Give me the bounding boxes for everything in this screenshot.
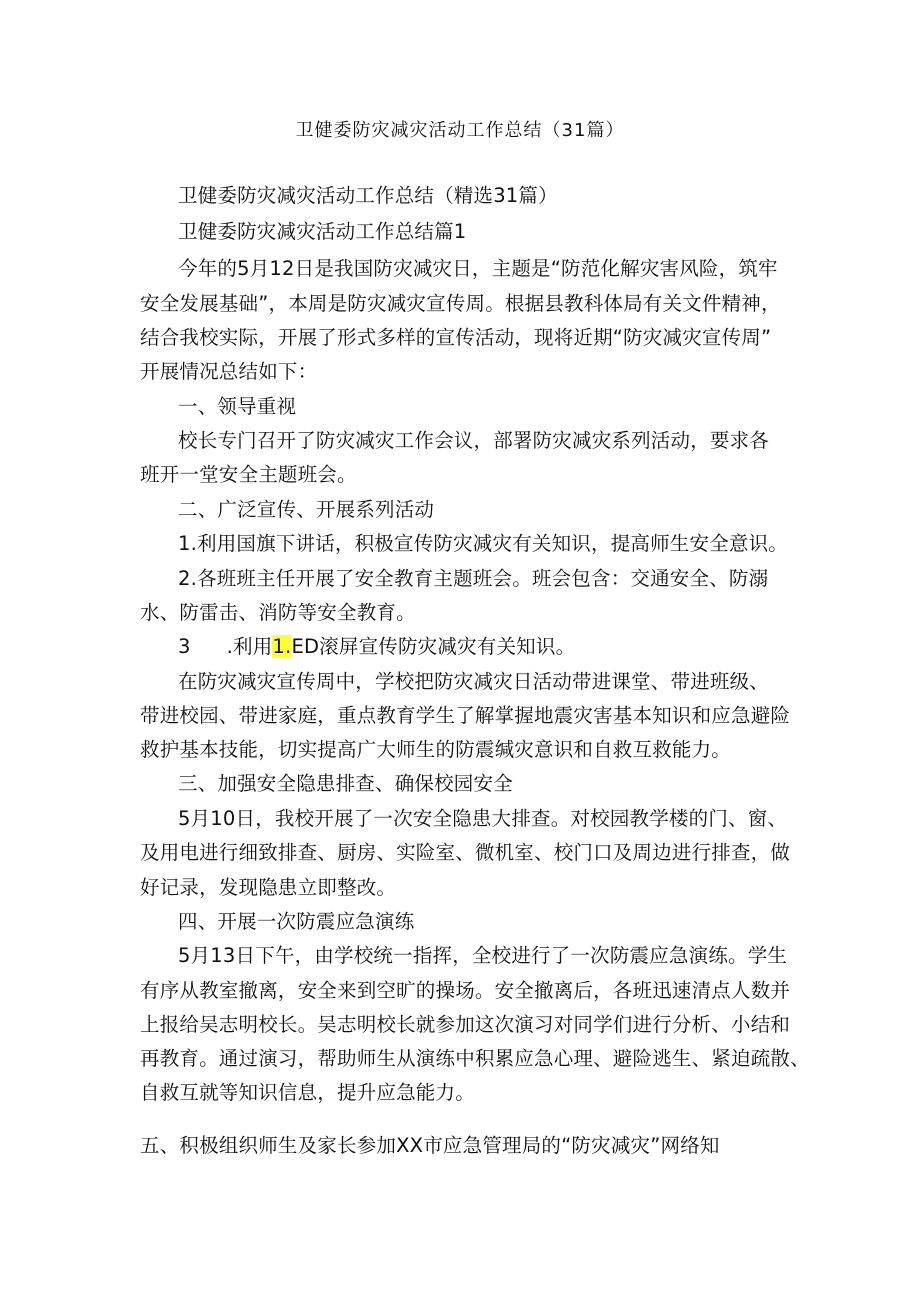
paragraph-line: 水、防雷击、消防等安全教育。	[140, 601, 416, 624]
paragraph-line: 上报给吴志明校长。吴志明校长就参加这次演习对同学们进行分析、小结和	[140, 1013, 791, 1036]
paragraph-line: 开展情况总结如下：	[140, 360, 318, 383]
paragraph-line: 再教育。通过演习，帮助师生从演练中积累应急心理、避险逃生、紧迫疏散、	[140, 1047, 810, 1070]
paragraph-line: 结合我校实际，开展了形式多样的宣传活动，现将近期“防灾减灾宣传周”	[140, 326, 772, 349]
heading-3: 三、加强安全隐患排查、确保校园安全	[178, 772, 513, 795]
heading-5: 五、积极组织师生及家长参加XX市应急管理局的“防灾减灾”网络知	[140, 1134, 720, 1157]
paragraph-line: 在防灾减灾宣传周中，学校把防灾减灾日活动带进课堂、带进班级、	[178, 670, 770, 693]
paragraph-line: 救护基本技能，切实提高广大师生的防震缄灾意识和自救互救能力。	[140, 738, 732, 761]
paragraph-line: 带进校园、带进家庭，重点教育学生了解掌握地震灾害基本知识和应急避险	[140, 704, 791, 727]
paragraph-line: 好记录，发现隐患立即整改。	[140, 876, 397, 899]
paragraph-line: 5月13日下午，由学校统一指挥，全校进行了一次防震应急演练。学生	[178, 944, 788, 967]
list-item-3-number: 3	[178, 635, 191, 658]
heading-4: 四、开展一次防震应急演练	[178, 910, 415, 933]
document-title: 卫健委防灾减灾活动工作总结（31篇）	[295, 120, 625, 141]
highlighted-text: 1.	[272, 635, 292, 658]
list-item-2: 2.各班班主任开展了安全教育主题班会。班会包含：交通安全、防溺	[178, 567, 769, 590]
paragraph-line: 有序从教室撤离，安全来到空旷的操场。安全撤离后，各班迅速清点人数并	[140, 979, 791, 1002]
paragraph-line: 安全发展基础”，本周是防灾减灾宣传周。根据县教科体局有关文件精神，	[140, 292, 781, 315]
section-heading: 卫健委防灾减灾活动工作总结篇1	[178, 220, 467, 243]
list-item-3	[178, 634, 575, 660]
heading-2: 二、广泛宣传、开展系列活动	[178, 498, 435, 521]
list-item-3-text: ED滚屏宣传防灾减灾有关知识。	[291, 635, 576, 658]
paragraph-line: 校长专门召开了防灾减灾工作会议，部署防灾减灾系列活动，要求各	[178, 429, 770, 452]
heading-1: 一、领导重视	[178, 395, 297, 418]
list-item-1: 1.利用国旗下讲话，积极宣传防灾减灾有关知识，提高师生安全意识。	[178, 532, 789, 555]
document-subtitle: 卫健委防灾减灾活动工作总结（精选31篇）	[178, 184, 558, 207]
paragraph-line: 5月10日，我校开展了一次安全隐患大排查。对校园教学楼的门、窗、	[178, 807, 788, 830]
list-item-3-prefix: .利用	[226, 635, 273, 658]
paragraph-line: 班开一堂安全主题班会。	[140, 463, 357, 486]
paragraph-line: 及用电进行细致排查、厨房、实险室、微机室、校门口及周边进行排查，做	[140, 841, 791, 864]
paragraph-line: 自救互就等知识信息，提升应急能力。	[140, 1081, 475, 1104]
paragraph-line: 今年的5月12日是我国防灾减灾日，主题是“防范化解灾害风险，筑牢	[178, 257, 778, 280]
